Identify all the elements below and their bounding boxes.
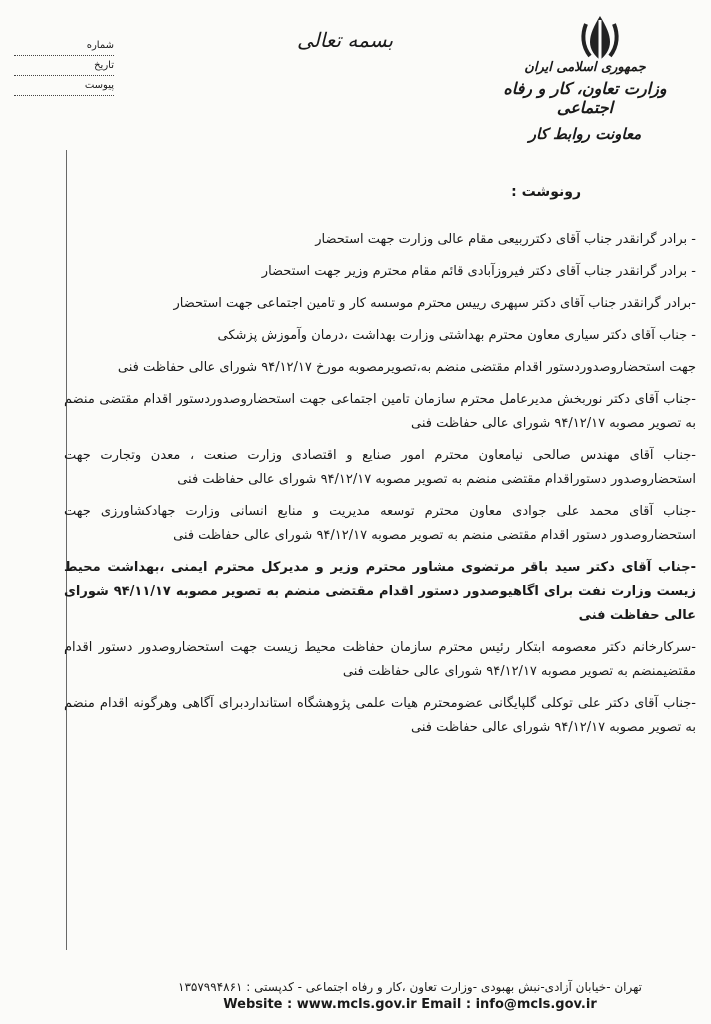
cc-item: - برادر گرانقدر جناب آقای دکتر فیروزآبادی قائم مقام محترم وزیر جهت استحضار bbox=[261, 264, 696, 279]
deputy-name: معاونت روابط کار bbox=[528, 125, 642, 143]
attachment-field: پیوست bbox=[14, 76, 114, 96]
basmala-heading: بسمه تعالی bbox=[296, 28, 394, 52]
date-field: تاریخ bbox=[14, 56, 114, 76]
footer-address: تهران -خیابان آزادی-نبش بهبودی -وزارت تعاون ،کار و رفاه اجتماعی - کدپستی : ۱۳۵۷۹۹۴۸۶۱ bbox=[178, 980, 642, 994]
cc-item: -سرکارخانم دکتر معصومه ابتکار رئیس محترم سازمان حفاظت محیط زیست جهت استحضاروصدور دستور اقدام مقتضیمنضم به تصویر مصوبه ۹۴/۱۲/۱۷ شورای عالی حفاظت فنی bbox=[64, 640, 696, 679]
cc-item: -جناب آقای دکتر سید باقر مرتضوی مشاور محترم وزیر و مدیرکل محترم ایمنی ،بهداشت محیط زیست وزارت نفت برای اگاهیوصدور دستور اقدام مقتضی منضم به تصویر مصوبه ۹۴/۱۱/۱۷ شورای عالی حفاظت فنی bbox=[64, 560, 696, 623]
country-name: جمهوری اسلامی ایران bbox=[524, 60, 646, 75]
letter-footer bbox=[150, 978, 670, 1014]
number-field: شماره bbox=[14, 36, 114, 56]
cc-list bbox=[64, 228, 696, 748]
cc-item: -جناب آقای دکتر نوربخش مدیرعامل محترم سازمان تامین اجتماعی جهت استحضاروصدوردستور اقدام مقتضی منضم به تصویر مصوبه ۹۴/۱۲/۱۷ شورای عالی حفاظت فنی bbox=[64, 392, 696, 431]
cc-item: -جناب آقای محمد علی جوادی معاون محترم توسعه مدیریت و منابع انسانی وزارت جهادکشاورزی جهت استحضاروصدور دستور اقدام مقتضی منضم به تصویر مصوبه ۹۴/۱۲/۱۷ شورای عالی حفاظت فنی bbox=[64, 504, 696, 543]
iran-emblem-icon bbox=[578, 12, 622, 64]
cc-item: -جناب آقای مهندس صالحی نیامعاون محترم امور صنایع و اقتصادی وزارت صنعت ، معدن وتجارت جهت استحضاروصدور دستوراقدام مقتضی منضم به تصویر مصوبه ۹۴/۱۲/۱۷ شورای عالی حفاظت فنی bbox=[64, 448, 696, 487]
cc-item: - جناب آقای دکتر سیاری معاون محترم بهداشتی وزارت بهداشت ،درمان وآموزش پزشکی bbox=[217, 328, 696, 343]
ministry-header bbox=[490, 60, 680, 143]
ministry-name: وزارت تعاون، کار و رفاه اجتماعی bbox=[503, 79, 667, 117]
cc-item: جهت استحضاروصدوردستور اقدام مقتضی منضم به،تصویرمصوبه مورخ ۹۴/۱۲/۱۷ شورای عالی حفاظت فنی bbox=[117, 360, 696, 375]
cc-item: -جناب آقای دکتر علی توکلی گلپایگانی عضومحترم هیات علمی پژوهشگاه استانداردبرای آگاهی وهرگونه اقدام منضم به تصویر مصوبه ۹۴/۱۲/۱۷ شورای عالی حفاظت فنی bbox=[64, 696, 696, 735]
cc-title: رونوشت : bbox=[511, 184, 581, 200]
cc-item: - برادر گرانقدر جناب آقای دکترربیعی مقام عالی وزارت جهت استحضار bbox=[315, 232, 696, 247]
footer-contact: Website : www.mcls.gov.ir Email : info@mcls.gov.ir bbox=[223, 997, 597, 1012]
reference-block bbox=[14, 36, 114, 96]
cc-item: -برادر گرانقدر جناب آقای دکتر سپهری رییس محترم موسسه کار و تامین اجتماعی جهت استحضار bbox=[173, 296, 696, 311]
